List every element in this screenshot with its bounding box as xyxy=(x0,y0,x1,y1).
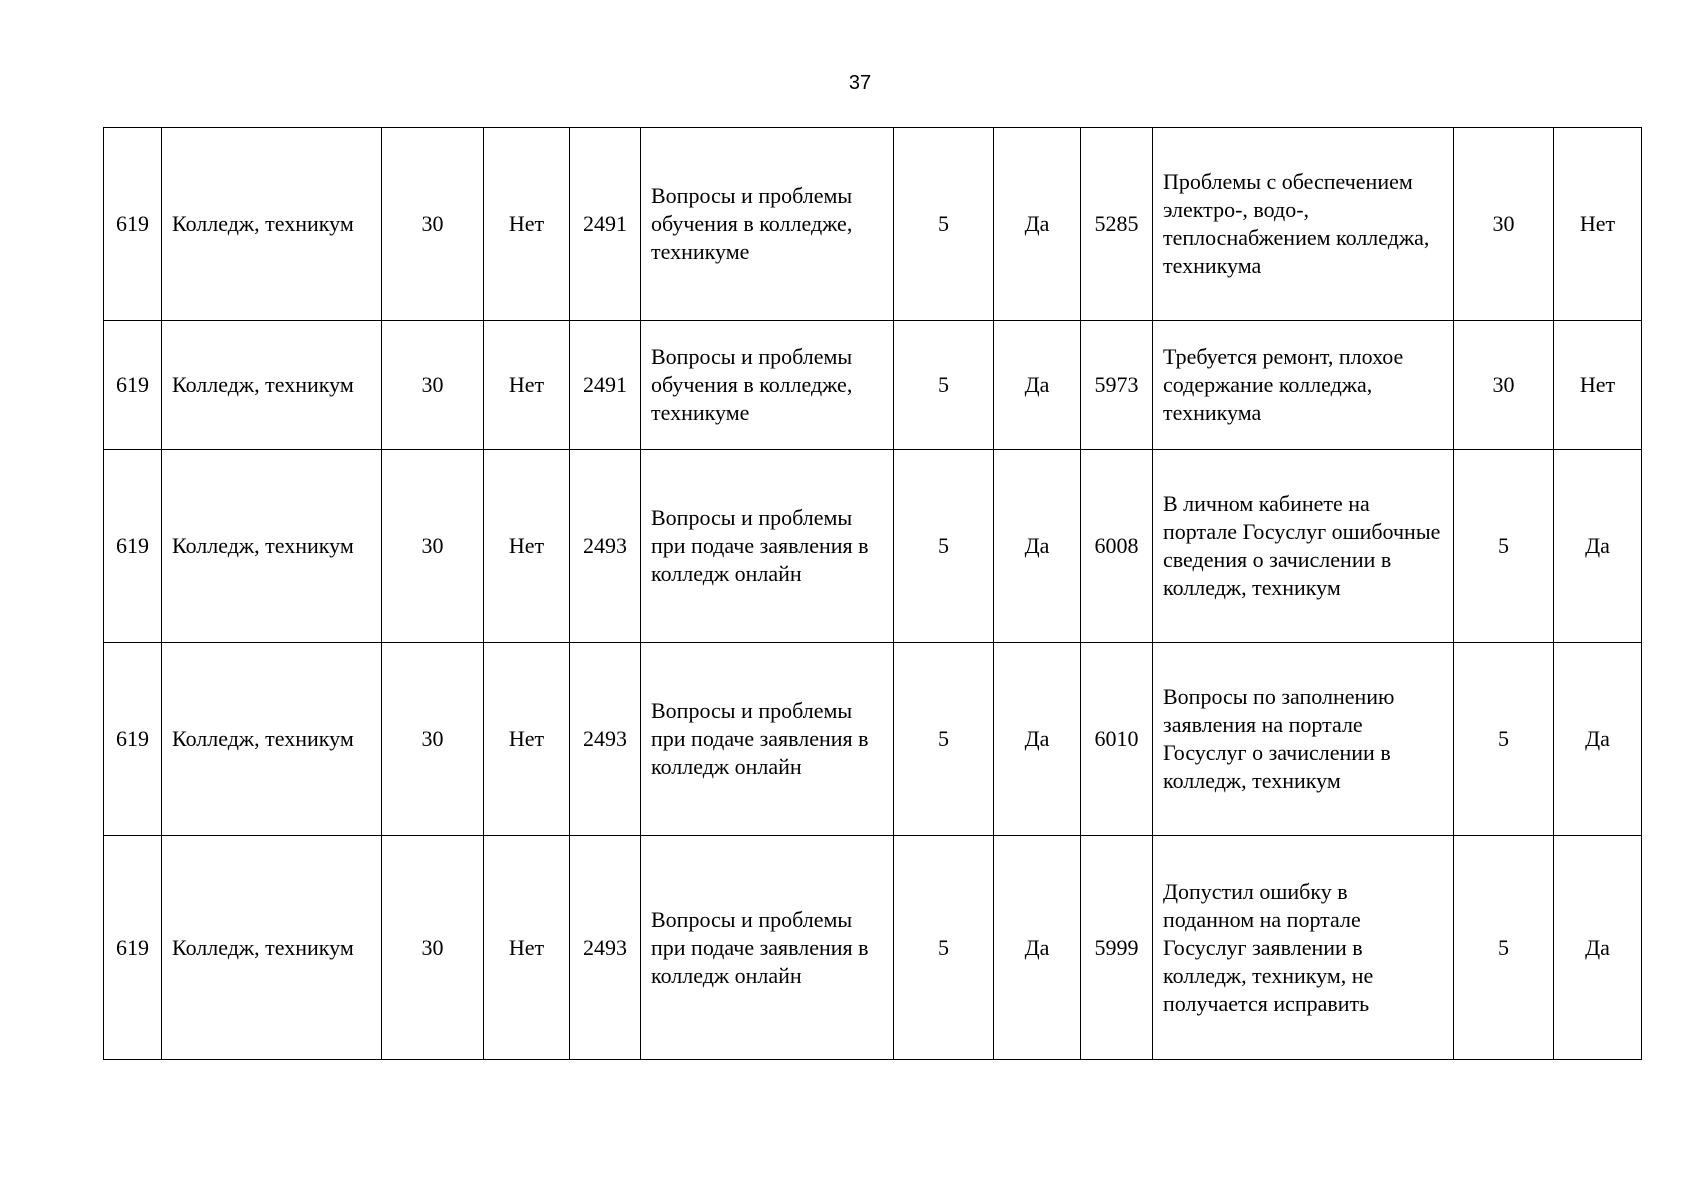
category-cell: Колледж, техникум xyxy=(162,321,382,450)
subcategory-flag-cell: Да xyxy=(994,321,1081,450)
subcategory-cell: Вопросы и проблемы при подаче заявления в колледж онлайн xyxy=(641,836,894,1060)
subcategory-code-cell: 2493 xyxy=(570,836,641,1060)
issue-cell: Допустил ошибку в поданном на портале Госуслуг заявлении в колледж, техникум, не получается исправить xyxy=(1153,836,1454,1060)
issue-code-cell: 6008 xyxy=(1081,450,1153,643)
category-cell: Колледж, техникум xyxy=(162,128,382,321)
category-days-cell: 30 xyxy=(382,836,484,1060)
subcategory-days-cell: 5 xyxy=(894,321,994,450)
table-row xyxy=(104,321,1642,450)
category-days-cell: 30 xyxy=(382,450,484,643)
issue-flag-cell: Да xyxy=(1554,450,1642,643)
subcategory-flag-cell: Да xyxy=(994,128,1081,321)
issue-flag-cell: Да xyxy=(1554,836,1642,1060)
category-flag-cell: Нет xyxy=(484,450,570,643)
subcategory-days-cell: 5 xyxy=(894,450,994,643)
table-row xyxy=(104,643,1642,836)
table-row xyxy=(104,836,1642,1060)
data-table xyxy=(103,127,1642,1060)
issue-cell: Проблемы с обеспечением электро-, водо-, теплоснабжением колледжа, техникума xyxy=(1153,128,1454,321)
subcategory-cell: Вопросы и проблемы при подаче заявления в колледж онлайн xyxy=(641,643,894,836)
category-cell: Колледж, техникум xyxy=(162,836,382,1060)
category-days-cell: 30 xyxy=(382,321,484,450)
category-flag-cell: Нет xyxy=(484,836,570,1060)
category-cell: Колледж, техникум xyxy=(162,450,382,643)
table-row xyxy=(104,450,1642,643)
subcategory-cell: Вопросы и проблемы при подаче заявления в колледж онлайн xyxy=(641,450,894,643)
issue-flag-cell: Нет xyxy=(1554,128,1642,321)
region-code-cell: 619 xyxy=(104,321,162,450)
region-code-cell: 619 xyxy=(104,450,162,643)
category-cell: Колледж, техникум xyxy=(162,643,382,836)
category-days-cell: 30 xyxy=(382,128,484,321)
issue-flag-cell: Да xyxy=(1554,643,1642,836)
subcategory-cell: Вопросы и проблемы обучения в колледже, техникуме xyxy=(641,321,894,450)
subcategory-flag-cell: Да xyxy=(994,836,1081,1060)
region-code-cell: 619 xyxy=(104,643,162,836)
table-row xyxy=(104,128,1642,321)
category-flag-cell: Нет xyxy=(484,643,570,836)
category-flag-cell: Нет xyxy=(484,321,570,450)
subcategory-days-cell: 5 xyxy=(894,836,994,1060)
subcategory-code-cell: 2491 xyxy=(570,321,641,450)
issue-code-cell: 5999 xyxy=(1081,836,1153,1060)
issue-days-cell: 30 xyxy=(1454,321,1554,450)
category-days-cell: 30 xyxy=(382,643,484,836)
issue-code-cell: 5973 xyxy=(1081,321,1153,450)
issue-cell: В личном кабинете на портале Госуслуг ошибочные сведения о зачислении в колледж, техникум xyxy=(1153,450,1454,643)
issue-code-cell: 5285 xyxy=(1081,128,1153,321)
subcategory-cell: Вопросы и проблемы обучения в колледже, техникуме xyxy=(641,128,894,321)
subcategory-flag-cell: Да xyxy=(994,643,1081,836)
subcategory-flag-cell: Да xyxy=(994,450,1081,643)
issue-days-cell: 30 xyxy=(1454,128,1554,321)
subcategory-code-cell: 2491 xyxy=(570,128,641,321)
region-code-cell: 619 xyxy=(104,128,162,321)
subcategory-days-cell: 5 xyxy=(894,643,994,836)
issue-days-cell: 5 xyxy=(1454,643,1554,836)
issue-cell: Требуется ремонт, плохое содержание колледжа, техникума xyxy=(1153,321,1454,450)
subcategory-days-cell: 5 xyxy=(894,128,994,321)
issue-code-cell: 6010 xyxy=(1081,643,1153,836)
issue-days-cell: 5 xyxy=(1454,450,1554,643)
subcategory-code-cell: 2493 xyxy=(570,450,641,643)
issue-flag-cell: Нет xyxy=(1554,321,1642,450)
issue-days-cell: 5 xyxy=(1454,836,1554,1060)
subcategory-code-cell: 2493 xyxy=(570,643,641,836)
category-flag-cell: Нет xyxy=(484,128,570,321)
issue-cell: Вопросы по заполнению заявления на портале Госуслуг о зачислении в колледж, техникум xyxy=(1153,643,1454,836)
region-code-cell: 619 xyxy=(104,836,162,1060)
page-number: 37 xyxy=(848,72,872,94)
